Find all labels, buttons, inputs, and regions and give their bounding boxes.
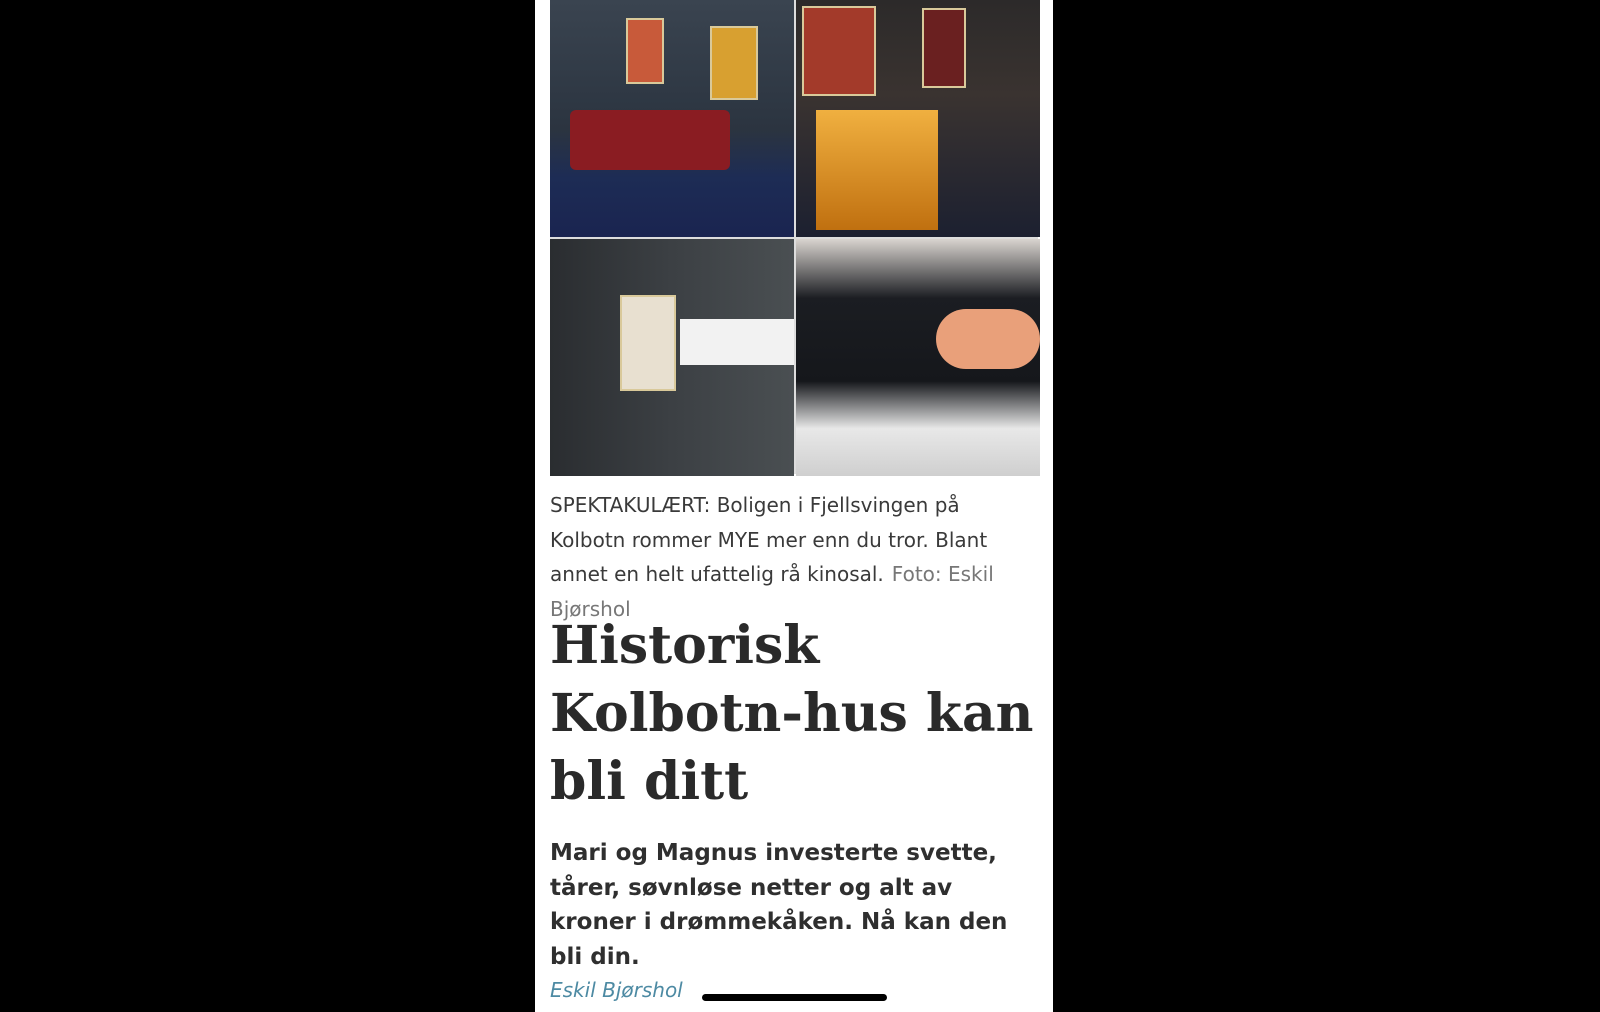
photo-cinema-seating[interactable] [550,0,794,237]
article-lead: Mari og Magnus investerte svette, tårer, søvnløse netter og alt av kroner i drømmekåken. Nå kan den bli din. [550,840,1008,970]
photo-credit: Foto: Eskil Bjørshol [550,562,994,621]
image-caption [550,488,1040,626]
poster [922,8,966,88]
article-headline: Historisk Kolbotn-hus kan bli ditt [550,615,1034,812]
photo-candy-counter[interactable] [796,0,1040,237]
phone-screen [535,0,1053,1012]
photo-kino-entrance[interactable] [796,239,1040,476]
author-byline-link[interactable]: Eskil Bjørshol [550,978,683,1002]
caption-text: SPEKTAKULÆRT: Boligen i Fjellsvingen på Kolbotn rommer MYE mer enn du tror. Blant annet en helt ufattelig rå kinosal. [550,493,988,586]
letterboard-sign [680,319,794,365]
candy-counter [816,110,938,230]
poster [620,295,676,391]
photo-collage[interactable] [550,0,1038,474]
freia-sign [936,309,1040,369]
cinema-seats [570,110,730,170]
home-indicator[interactable] [702,994,887,1001]
poster [626,18,664,84]
poster [802,6,876,96]
photo-letterboard[interactable] [550,239,794,476]
poster [710,26,758,100]
